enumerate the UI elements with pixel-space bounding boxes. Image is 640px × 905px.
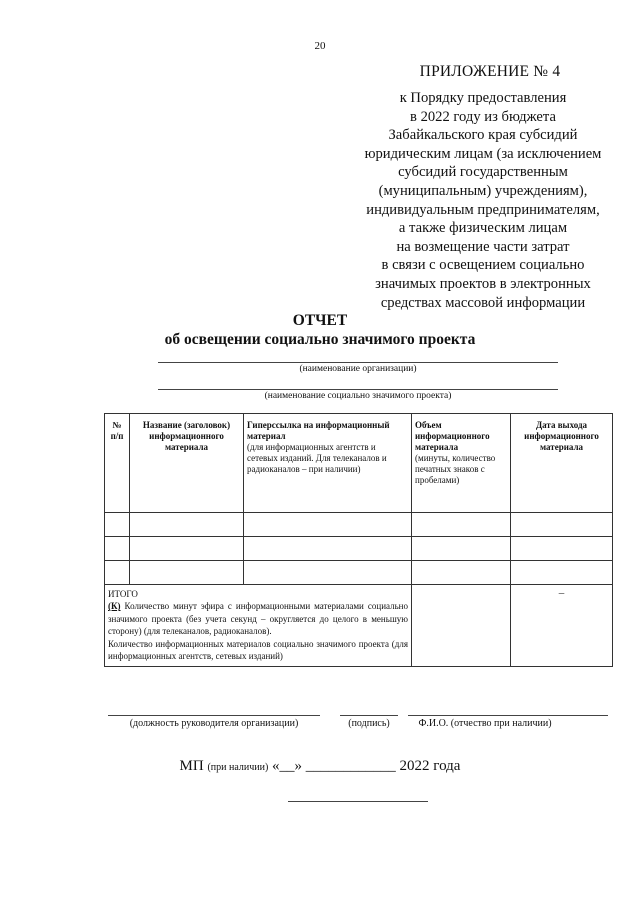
- header-hyperlink: Гиперссылка на информационный материал (для информационных агентств и сетевых изданий. Для телеканалов и радиоканалов – при наличии): [244, 414, 412, 513]
- appendix-line: а также физическим лицам: [398, 220, 568, 237]
- table-cell[interactable]: [244, 537, 412, 561]
- signature-line[interactable]: [340, 715, 398, 716]
- appendix-line: в связи с освещением социально: [381, 257, 585, 274]
- appendix-text: [355, 89, 611, 312]
- appendix-line: индивидуальным предпринимателям,: [366, 201, 600, 218]
- header-title: Название (заголовок) информационного материала: [130, 414, 244, 513]
- year-label: 2022 года: [399, 758, 461, 774]
- month-field[interactable]: ____________: [305, 758, 396, 774]
- day-field[interactable]: __: [279, 758, 295, 774]
- appendix-line: средствах массовой информации: [380, 294, 586, 311]
- table-cell[interactable]: [105, 513, 130, 537]
- total-text-minutes: Количество минут эфира с информационными материалами социально значимого проекта (без учета секунд – округляется до целого в меньшую сторону) (для телеканалов, радиоканалов).: [108, 601, 408, 637]
- table-cell[interactable]: [412, 537, 511, 561]
- table-cell[interactable]: [511, 537, 613, 561]
- total-description: [105, 585, 412, 667]
- appendix-line: к Порядку предоставления: [399, 90, 567, 106]
- project-caption: (наименование социально значимого проекта): [264, 391, 452, 401]
- table-row: [105, 513, 613, 537]
- date-open-quote: «: [272, 758, 280, 774]
- appendix-line: на возмещение части затрат: [396, 238, 570, 255]
- page-number: 20: [314, 40, 326, 52]
- table-cell[interactable]: [412, 561, 511, 585]
- appendix-line: Забайкальского края субсидий: [388, 127, 578, 144]
- position-line[interactable]: [108, 715, 320, 716]
- total-marker: (К): [108, 601, 121, 612]
- stamp-date-line: [0, 758, 640, 775]
- stamp-note: (при наличии): [207, 762, 269, 773]
- total-label: ИТОГО: [108, 589, 138, 599]
- signature-caption: (подпись): [348, 718, 390, 729]
- report-subtitle: об освещении социально значимого проекта: [164, 331, 476, 348]
- appendix-line: в 2022 году из бюджета: [410, 108, 556, 125]
- table-cell[interactable]: [130, 537, 244, 561]
- table-cell[interactable]: [130, 513, 244, 537]
- table-cell[interactable]: [412, 513, 511, 537]
- table-cell[interactable]: [105, 537, 130, 561]
- header-volume: Объем информационного материала (минуты, количество печатных знаков с пробелами): [412, 414, 511, 513]
- header-number: № п/п: [105, 414, 130, 513]
- table-cell[interactable]: [130, 561, 244, 585]
- report-table: [104, 413, 613, 667]
- appendix-line: значимых проектов в электронных: [375, 275, 591, 292]
- position-caption: (должность руководителя организации): [129, 718, 299, 729]
- appendix-line: юридическим лицам (за исключением: [364, 145, 602, 162]
- appendix-line: (муниципальным) учреждениям),: [378, 182, 588, 199]
- table-header-row: [105, 414, 613, 513]
- table-cell[interactable]: [511, 513, 613, 537]
- full-name-caption: Ф.И.О. (отчество при наличии): [418, 718, 552, 729]
- organization-name-line[interactable]: [158, 362, 558, 363]
- bottom-line: [288, 801, 428, 802]
- table-row: [105, 537, 613, 561]
- table-cell[interactable]: [511, 561, 613, 585]
- project-name-line[interactable]: [158, 389, 558, 390]
- report-title: ОТЧЕТ: [292, 312, 348, 329]
- appendix-title: ПРИЛОЖЕНИЕ № 4: [419, 63, 561, 80]
- full-name-line[interactable]: [408, 715, 608, 716]
- total-volume-cell[interactable]: [412, 585, 511, 667]
- table-cell[interactable]: [244, 561, 412, 585]
- header-date: Дата выхода информационного материала: [511, 414, 613, 513]
- date-close-quote: »: [294, 758, 303, 774]
- total-date-dash: –: [511, 585, 613, 667]
- appendix-line: субсидий государственным: [398, 164, 568, 181]
- organization-caption: (наименование организации): [299, 364, 417, 374]
- table-row: [105, 561, 613, 585]
- table-cell[interactable]: [244, 513, 412, 537]
- table-cell[interactable]: [105, 561, 130, 585]
- total-row: [105, 585, 613, 667]
- total-text-count: Количество информационных материалов социально значимого проекта (для информационных агентств, сетевых изданий): [108, 638, 408, 662]
- stamp-label: МП: [179, 758, 204, 774]
